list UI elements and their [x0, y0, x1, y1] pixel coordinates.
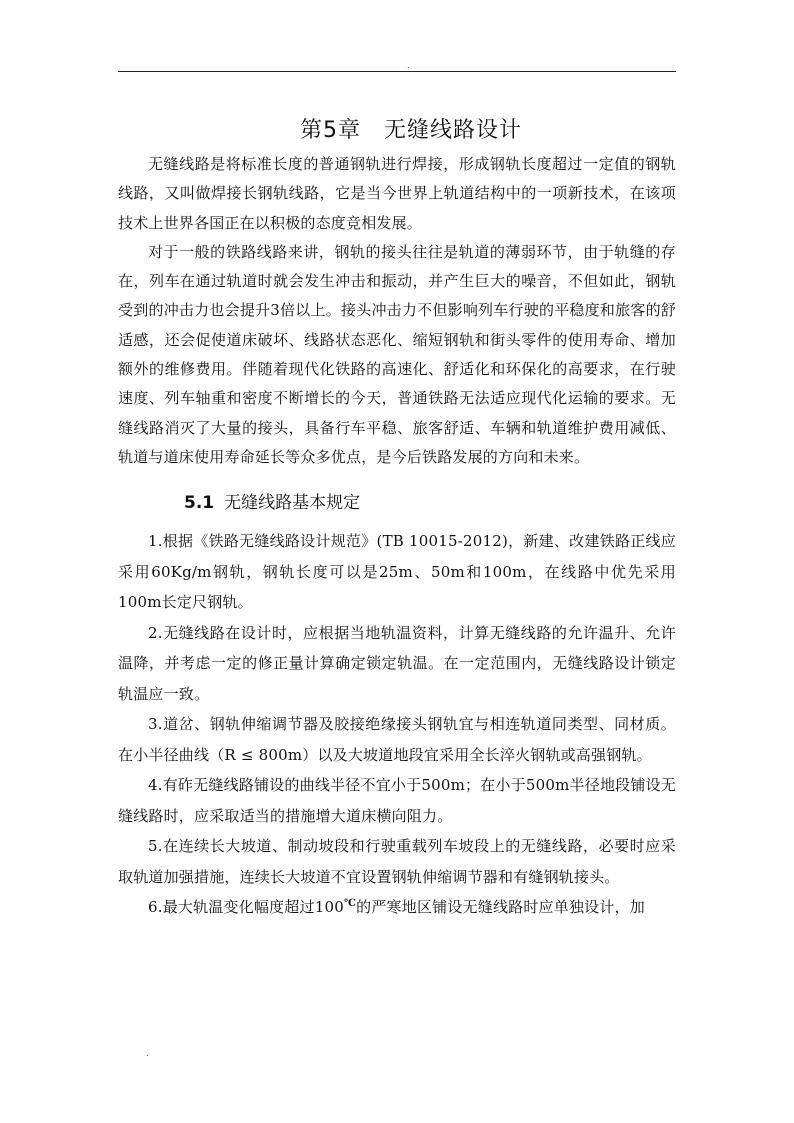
chapter-title: 第5章 无缝线路设计 [300, 118, 522, 143]
rule-item-6 [118, 892, 676, 923]
rule-item-6-end: 的严寒地区铺设无缝线路时应单独设计，加 [356, 898, 645, 917]
intro-section [118, 150, 676, 472]
page-content [118, 112, 676, 923]
intro-paragraph-2: 对于一般的铁路线路来讲，钢轨的接头往往是轨道的薄弱环节，由于轨缝的存在，列车在通过轨道时就会发生冲击和振动，并产生巨大的噪音，不但如此，钢轨受到的冲击力也会提升3倍以上。接头冲击力不但影响列车行驶的平稳度和旅客的舒适感，还会促使道床破坏、线路状态恶化、缩短钢轨和街头零件的使用寿命、增加额外的维修费用。伴随着现代化铁路的高速化、舒适化和环保化的高要求，在行驶速度、列车轴重和密度不断增长的今天，普通铁路无法适应现代化运输的要求。无缝线路消灭了大量的接头，具备行车平稳、旅客舒适、车辆和轨道维护费用减低、轨道与道床使用寿命延长等众多优点，是今后铁路发展的方向和未来。 [118, 242, 676, 466]
section-title: 无缝线路基本规定 [224, 493, 361, 514]
section-heading [118, 486, 676, 520]
section-number: 5.1 [184, 493, 215, 514]
rule-item-1: 1.根据《铁路无缝线路设计规范》(TB 10015-2012)，新建、改建铁路正线应采用60Kg/m钢轨，钢轨长度可以是25m、50m和100m，在线路中优先采用100m长定尺钢轨。 [118, 532, 676, 612]
rule-item-5: 5.在连续长大坡道、制动坡段和行驶重载列车坡段上的无缝线路，必要时应采取轨道加强措施，连续长大坡道不宜设置钢轨伸缩调节器和有缝钢轨接头。 [118, 837, 676, 886]
rule-item-6-start: 6.最大轨温变化幅度超过100 [148, 898, 344, 917]
rules-list [118, 526, 676, 923]
header-rule [118, 71, 676, 72]
header-mark: . [407, 61, 410, 70]
rule-item-3: 3.道岔、钢轨伸缩调节器及胶接绝缘接头钢轨宜与相连轨道同类型、同材质。在小半径曲线（R ≤ 800m）以及大坡道地段宜采用全长淬火钢轨或高强钢轨。 [118, 715, 676, 764]
intro-paragraph-1: 无缝线路是将标准长度的普通钢轨进行焊接，形成钢轨长度超过一定值的钢轨线路，又叫做焊接长钢轨线路，它是当今世界上轨道结构中的一项新技术，在该项技术上世界各国正在以积极的态度竞相发展。 [118, 155, 676, 232]
rule-item-4: 4.有砟无缝线路铺设的曲线半径不宜小于500m；在小于500m半径地段铺设无缝线路时，应采取适当的措施增大道床横向阻力。 [118, 776, 676, 825]
footer-mark: . [146, 1049, 149, 1058]
rule-item-2: 2.无缝线路在设计时，应根据当地轨温资料，计算无缝线路的允许温升、允许温降，并考虑一定的修正量计算确定锁定轨温。在一定范围内，无缝线路设计锁定轨温应一致。 [118, 623, 676, 703]
degree-unit: ℃ [343, 898, 357, 910]
